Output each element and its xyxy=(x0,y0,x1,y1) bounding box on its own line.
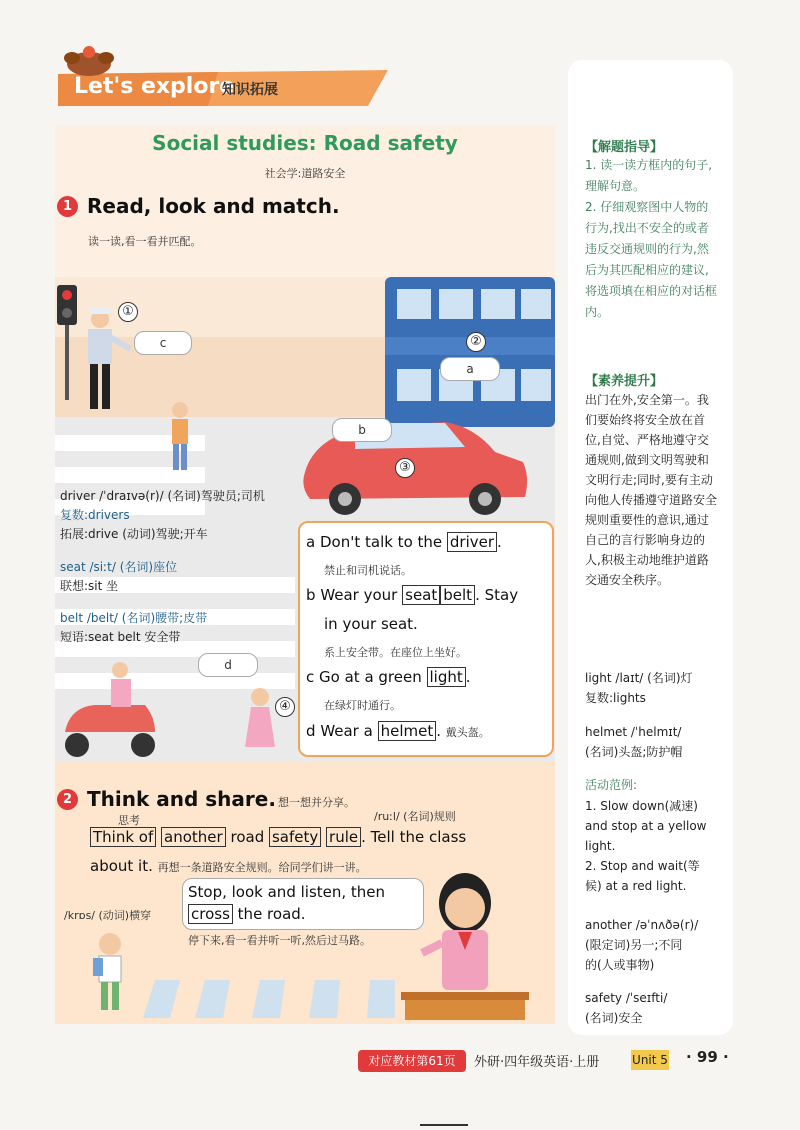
quality-text: 出门在外,安全第一。我们要始终将安全放在首位,自觉、严格地遵守交通规则,做到文明驾驶和文明行走;同时,要有主动向他人传播遵守道路安全规则重要性的意识,通过自己的言行影响身边的人,积极主动地维护道路交通安全秩序。 xyxy=(585,393,718,587)
answer-b-cn: 系上安全带。在座位上坐好。 xyxy=(324,646,467,659)
answer-c-cn: 在绿灯时通行。 xyxy=(324,699,401,712)
bottom-divider xyxy=(420,1124,468,1126)
speech-bubble-d: d xyxy=(198,653,258,677)
guide-item-2: 2. 仔细观察图中人物的行为,找出不安全的或者违反交通规则的行为,然后为其匹配相应的建议,将选项填在相应的对话框内。 xyxy=(585,200,718,319)
section-2-sentence: Think of another road safety rule . Tell the class xyxy=(90,828,466,846)
girl-speaking-icon xyxy=(420,868,510,1013)
answer-a-cn: 禁止和司机说话。 xyxy=(324,564,412,577)
banner-subtitle: 知识拓展 xyxy=(222,82,278,98)
rule-phonetic-note: /ruːl/ (名词)规则 xyxy=(374,810,456,823)
section-2-number: 2 xyxy=(57,789,78,810)
page-number: · 99 · xyxy=(686,1048,729,1066)
answer-b: b Wear your seat belt . Stay xyxy=(306,586,519,604)
scene-marker-1: ① xyxy=(118,302,138,322)
safety-note: safety /ˈseɪfti/ (名词)安全 xyxy=(585,991,668,1025)
scene-marker-2: ② xyxy=(466,332,486,352)
quality-title: 【素养提升】 xyxy=(585,374,664,389)
activity-title: 活动范例: xyxy=(585,778,638,792)
unit-badge: Unit 5 xyxy=(631,1050,669,1070)
example-cn: 停下来,看一看并听一听,然后过马路。 xyxy=(188,934,371,947)
guide-item-1: 1. 读一读方框内的句子,理解句意。 xyxy=(585,158,713,193)
activity-examples: 1. Slow down(减速) and stop at a yellow light. 2. Stop and wait(等 候) at a red light. xyxy=(585,799,707,893)
section-1-number: 1 xyxy=(57,196,78,217)
answer-c: c Go at a green light . xyxy=(306,668,471,686)
word-note-seat: seat /siːt/ (名词)座位 联想:sit 坐 xyxy=(60,560,178,593)
answer-b-line2: in your seat. xyxy=(324,615,418,633)
cross-phonetic-note: /krɒs/ (动词)横穿 xyxy=(64,909,152,922)
section-2-heading: Think and share. xyxy=(87,787,276,811)
page-title: Social studies: Road safety xyxy=(152,131,458,155)
scene-marker-4: ④ xyxy=(275,697,295,717)
word-note-driver: driver /ˈdraɪvə(r)/ (名词)驾驶员;司机 复数:drivers 拓展:drive (动词)驾驶;开车 xyxy=(60,489,265,541)
speech-bubble-a: a xyxy=(440,357,500,381)
boy-walking-icon xyxy=(85,930,135,1015)
section-2-heading-cn: 想一想并分享。 xyxy=(278,796,355,809)
think-of-note: 思考 xyxy=(118,814,140,827)
answer-d: d Wear a helmet . 戴头盔。 xyxy=(306,722,490,740)
example-line1: Stop, look and listen, then xyxy=(188,883,386,901)
section-1-instruction: 读一读,看一看并匹配。 xyxy=(88,235,202,248)
another-note: another /əˈnʌðə(r)/ (限定词)另一;不同 的(人或事物) xyxy=(585,918,699,972)
book-title: 外研·四年级英语·上册 xyxy=(474,1055,600,1070)
textbook-page-tag: 对应教材第61页 xyxy=(358,1050,466,1072)
speech-bubble-b: b xyxy=(332,418,392,442)
section-2-sentence-line2: about it. 再想一条道路安全规则。给同学们讲一讲。 xyxy=(90,857,367,875)
speech-bubble-c: c xyxy=(134,331,192,355)
answer-a: a Don't talk to the driver . xyxy=(306,533,502,551)
helmet-note: helmet /ˈhelmɪt/ (名词)头盔;防护帽 xyxy=(585,725,683,759)
guide-title: 【解题指导】 xyxy=(585,140,664,155)
scene-marker-3: ③ xyxy=(395,458,415,478)
banner-title: Let's explore xyxy=(74,74,235,99)
word-note-belt: belt /belt/ (名词)腰带;皮带 短语:seat belt 安全带 xyxy=(60,611,208,644)
page-title-cn: 社会学:道路安全 xyxy=(264,167,346,180)
section-1-heading: Read, look and match. xyxy=(87,194,340,218)
light-note: light /laɪt/ (名词)灯 复数:lights xyxy=(585,671,693,705)
mascot-icon xyxy=(60,42,118,76)
example-line2: cross the road. xyxy=(188,905,306,923)
